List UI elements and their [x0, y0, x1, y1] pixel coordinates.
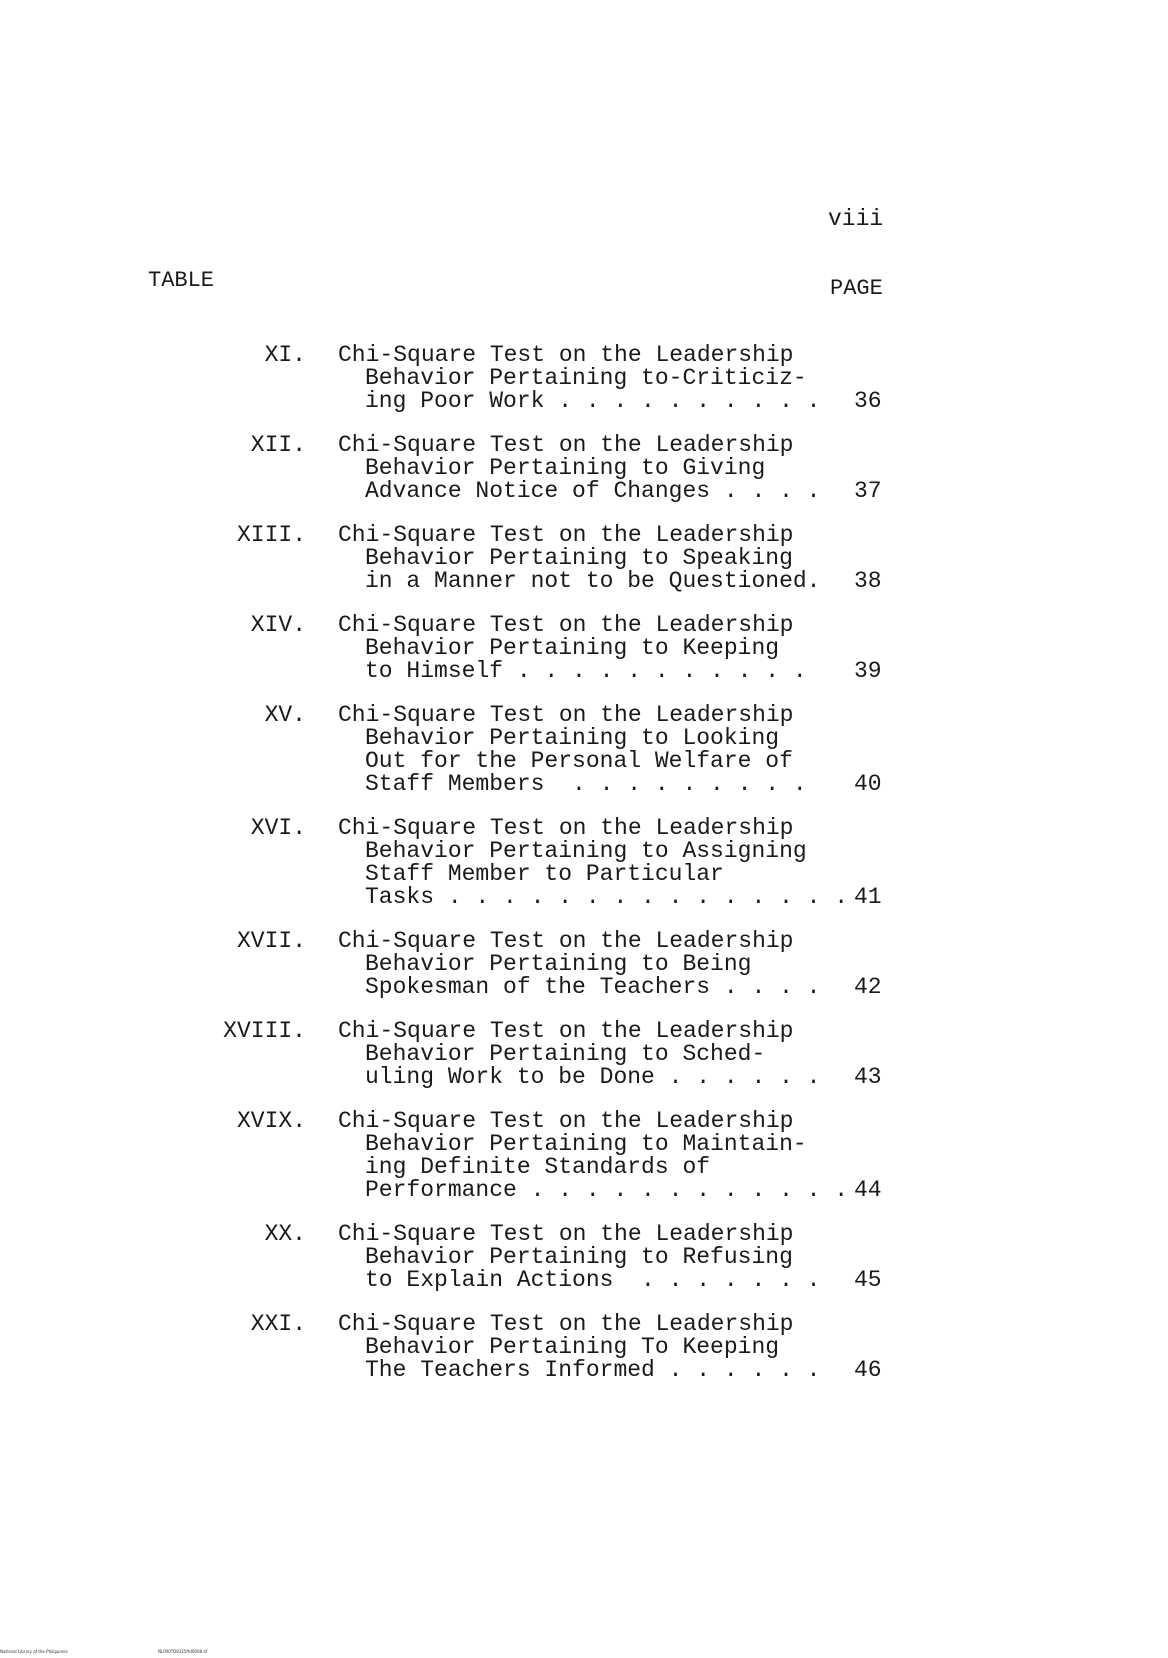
table-numeral: XVIX.: [236, 1108, 306, 1134]
table-title-line: Out for the Personal Welfare of: [365, 748, 793, 774]
table-title-line: Chi-Square Test on the Leadership: [338, 928, 794, 954]
table-title-line: ing Definite Standards of: [365, 1154, 711, 1180]
table-numeral: XVIII.: [223, 1018, 306, 1044]
table-title-line: to Himself . . . . . . . . . . .: [365, 658, 807, 684]
table-title-line: Behavior Pertaining to Giving: [365, 455, 766, 481]
table-title: [338, 522, 821, 594]
toc-entry: [0, 524, 1168, 593]
page-reference: 43: [854, 1064, 882, 1090]
table-title: [338, 1108, 849, 1203]
table-title-line: Chi-Square Test on the Leadership: [338, 342, 794, 368]
table-title-line: Chi-Square Test on the Leadership: [338, 612, 794, 638]
table-title-line: Tasks . . . . . . . . . . . . . . .: [365, 884, 849, 910]
page-reference: 37: [854, 478, 882, 504]
page-reference: 44: [854, 1177, 882, 1203]
toc-entry: [0, 1313, 1168, 1382]
table-numeral: XVI.: [250, 815, 306, 841]
table-title-line: Chi-Square Test on the Leadership: [338, 1311, 794, 1337]
page-reference: 39: [854, 658, 882, 684]
page-reference: 36: [854, 388, 882, 414]
table-title-line: Behavior Pertaining to-Criticiz-: [365, 365, 807, 391]
toc-entry: [0, 704, 1168, 796]
toc-entry: [0, 930, 1168, 999]
table-numeral: XII.: [250, 432, 306, 458]
page-reference: 41: [854, 884, 882, 910]
toc-entry: [0, 614, 1168, 683]
toc-entry: [0, 1223, 1168, 1292]
table-title: [338, 928, 821, 1000]
table-title-line: Behavior Pertaining to Assigning: [365, 838, 807, 864]
table-title: [338, 432, 821, 504]
table-title: [338, 1221, 821, 1293]
table-title: [338, 704, 818, 796]
table-numeral: XV.: [264, 702, 306, 728]
table-title-line: ing Poor Work . . . . . . . . . .: [365, 388, 821, 414]
footer-filename: NLP00TD8325ftd0008.tif: [158, 1649, 208, 1654]
page-number: viii: [828, 206, 884, 232]
footer-credit: National Library of the Philippines: [0, 1649, 68, 1654]
toc-entry: [0, 1110, 1168, 1202]
table-title-line: uling Work to be Done . . . . . .: [365, 1064, 821, 1090]
page-reference: 40: [854, 771, 882, 797]
table-numeral: XIV.: [250, 612, 306, 638]
table-title-line: Behavior Pertaining to Sched-: [365, 1041, 766, 1067]
table-title-line: Behavior Pertaining To Keeping: [365, 1334, 780, 1360]
table-title: [338, 342, 821, 414]
table-title-line: Chi-Square Test on the Leadership: [338, 815, 794, 841]
toc-entry: [0, 817, 1168, 909]
table-title: [338, 1311, 821, 1383]
toc-entry: [0, 344, 1168, 413]
page-reference: 45: [854, 1267, 882, 1293]
table-column-heading: TABLE: [148, 268, 215, 293]
toc-entry: [0, 1020, 1168, 1089]
page-reference: 46: [854, 1357, 882, 1383]
toc-entry: [0, 434, 1168, 503]
table-title-line: Behavior Pertaining to Maintain-: [365, 1131, 807, 1157]
table-title-line: Chi-Square Test on the Leadership: [338, 1018, 794, 1044]
page-column-heading: PAGE: [830, 276, 883, 301]
table-title: [338, 1018, 821, 1090]
table-title-line: Behavior Pertaining to Looking: [365, 725, 780, 751]
table-title-line: Chi-Square Test on the Leadership: [338, 522, 794, 548]
table-title-line: Behavior Pertaining to Being: [365, 951, 752, 977]
table-title-line: Chi-Square Test on the Leadership: [338, 432, 794, 458]
table-title: [338, 815, 849, 910]
table-title-line: Behavior Pertaining to Keeping: [365, 635, 780, 661]
page-reference: 42: [854, 974, 882, 1000]
table-numeral: XXI.: [250, 1311, 306, 1337]
table-title-line: Behavior Pertaining to Speaking: [365, 545, 793, 571]
table-numeral: XVII.: [236, 928, 306, 954]
table-title-line: Spokesman of the Teachers . . . .: [365, 974, 821, 1000]
table-title-line: The Teachers Informed . . . . . .: [365, 1357, 821, 1383]
table-title-line: in a Manner not to be Questioned.: [365, 568, 821, 594]
table-title-line: Behavior Pertaining to Refusing: [365, 1244, 793, 1270]
table-title: [338, 614, 818, 683]
table-numeral: XIII.: [236, 522, 306, 548]
table-title-line: Advance Notice of Changes . . . .: [365, 478, 821, 504]
table-title-line: Chi-Square Test on the Leadership: [338, 1221, 794, 1247]
table-numeral: XX.: [264, 1221, 306, 1247]
table-title-line: Performance . . . . . . . . . . . .: [365, 1177, 849, 1203]
table-title-line: to Explain Actions . . . . . . .: [365, 1267, 821, 1293]
page-reference: 38: [854, 568, 882, 594]
table-title-line: Staff Members . . . . . . . . .: [365, 771, 807, 797]
table-title-line: Chi-Square Test on the Leadership: [338, 1108, 794, 1134]
table-title-line: Staff Member to Particular: [365, 861, 724, 887]
table-of-tables-list: [0, 344, 1168, 1403]
table-title-line: Chi-Square Test on the Leadership: [338, 702, 794, 728]
table-numeral: XI.: [264, 342, 306, 368]
